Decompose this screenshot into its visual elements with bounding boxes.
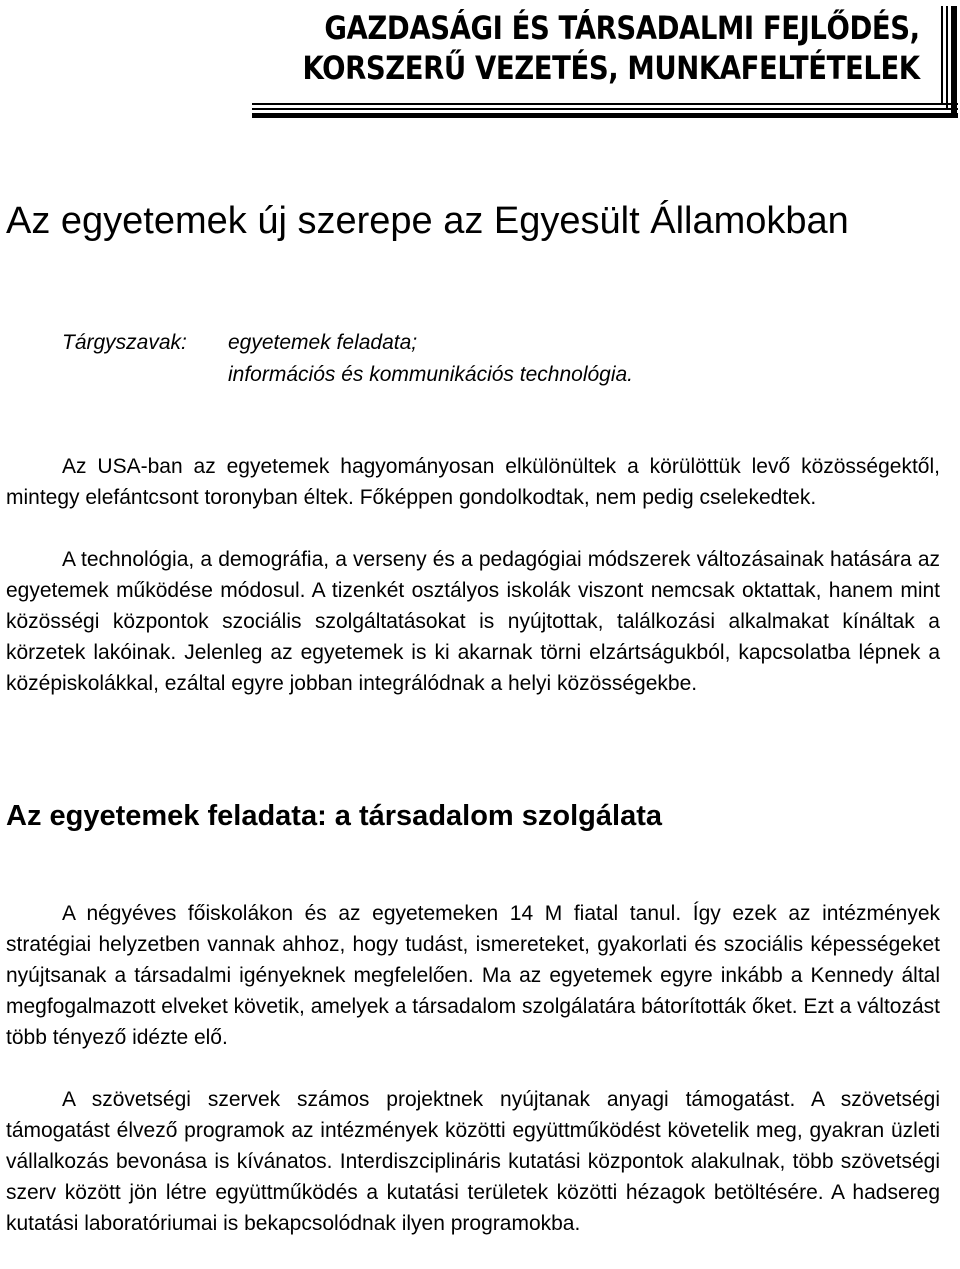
section-paragraph-1: A négyéves főiskolákon és az egyetemeken 14 M fiatal tanul. Így ezek az intézmények stratégiai helyzetben vannak ahhoz, hogy tudást, ismereteket, gyakorlati és szociális képességeket nyújtsanak a társadalmi igényeknek megfelelően. Ma az egyetemek egyre inkább a Kennedy által megfogalmazott elveket követik, amelyek a társadalom szolgálatára bátorították őket. Ezt a változást több tényező idézte elő. (6, 902, 940, 1049)
header-rule-right-3 (951, 6, 957, 118)
header-title (303, 8, 920, 88)
keyword-item: egyetemek feladata; (228, 331, 418, 354)
header-title-line-1: GAZDASÁGI ÉS TÁRSADALMI FEJLŐDÉS, (324, 9, 920, 47)
intro-paragraph-1: Az USA-ban az egyetemek hagyományosan elkülönültek a körülöttük levő közösségektől, mintegy elefántcsont toronyban éltek. Főképpen gondolkodtak, nem pedig cselekedtek. (6, 455, 940, 509)
section-paragraph-2: A szövetségi szervek számos projektnek nyújtanak anyagi támogatást. A szövetségi támogatást élvező programok az intézmények közötti együttműködést követelik meg, gyakran üzleti vállalkozás bevonása is kívánatos. Interdiszciplináris kutatási központok alakulnak, több szövetségi szerv között jön létre együttműködés a kutatási területek közötti hézagok betöltésére. A hadsereg kutatási laboratóriumai is bekapcsolódnak ilyen programokba. (6, 1088, 940, 1235)
keywords-label: Tárgyszavak: (62, 331, 187, 354)
header-rule-right-1 (941, 6, 943, 105)
header-title-line-2: KORSZERŰ VEZETÉS, MUNKAFELTÉTELEK (302, 49, 920, 87)
header-rule-bottom-1 (252, 103, 958, 105)
section-title: Az egyetemek feladata: a társadalom szolgálata (6, 800, 662, 832)
intro-paragraph-2: A technológia, a demográfia, a verseny és a pedagógiai módszerek változásainak hatására az egyetemek működése módosul. A tizenkét osztályos iskolák viszont nemcsak oktattak, hanem mint közösségi központok szociális szolgáltatásokat is nyújtottak, találkozási alkalmakat kínáltak a körzetek lakóinak. Jelenleg az egyetemek is ki akarnak törni elzártságukból, kapcsolatba lépnek a középiskolákkal, ezáltal egyre jobban integrálódnak a helyi közösségekbe. (6, 548, 940, 695)
article-title: Az egyetemek új szerepe az Egyesült Államokban (6, 200, 849, 242)
keyword-item: információs és kommunikációs technológia. (228, 363, 634, 386)
header-rule-bottom-2 (252, 108, 958, 110)
header-rule-bottom-3 (252, 113, 958, 118)
header-rule-right-2 (946, 6, 948, 110)
page-header (0, 0, 960, 120)
